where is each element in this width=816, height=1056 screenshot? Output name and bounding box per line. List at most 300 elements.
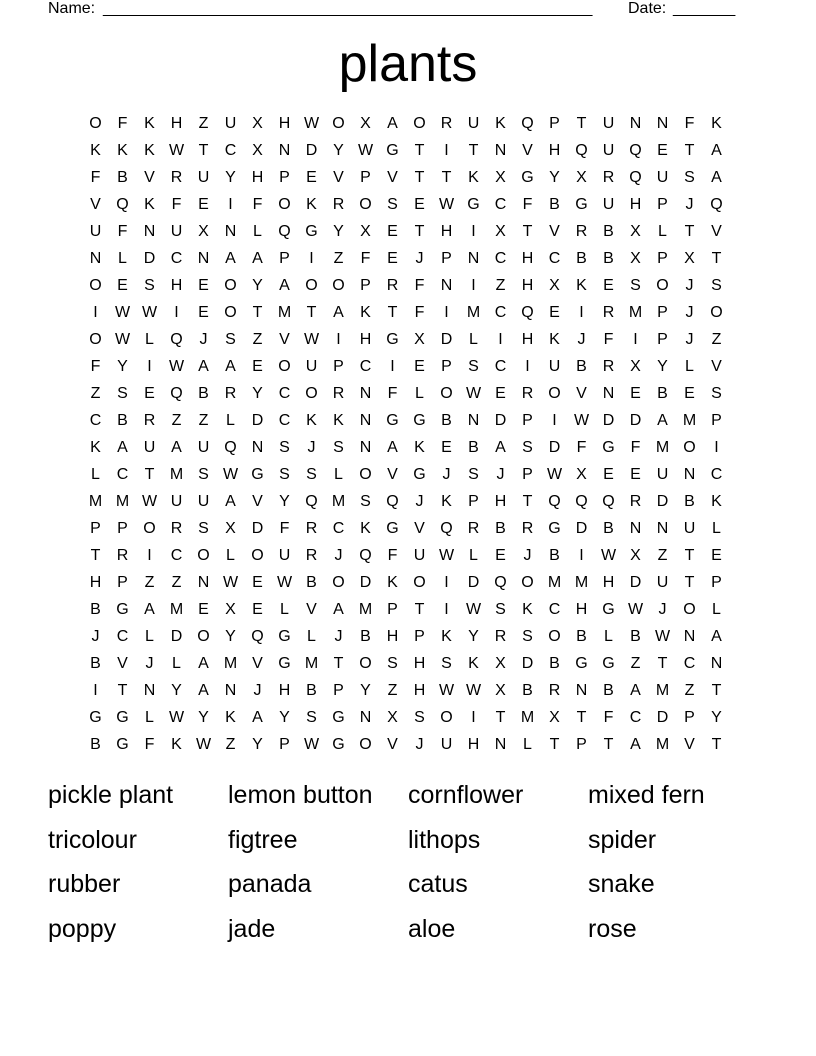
grid-letter[interactable]: S: [522, 439, 533, 456]
grid-letter[interactable]: E: [306, 169, 317, 186]
grid-letter[interactable]: A: [333, 304, 344, 321]
grid-letter[interactable]: K: [441, 628, 452, 645]
grid-letter[interactable]: V: [144, 169, 155, 186]
grid-letter[interactable]: O: [521, 574, 534, 591]
grid-letter[interactable]: H: [602, 574, 615, 591]
grid-letter[interactable]: G: [467, 196, 480, 213]
grid-letter[interactable]: N: [629, 520, 642, 537]
grid-letter[interactable]: L: [226, 412, 235, 429]
grid-letter[interactable]: W: [195, 736, 212, 753]
grid-letter[interactable]: B: [603, 223, 614, 240]
grid-letter[interactable]: O: [143, 520, 156, 537]
grid-letter[interactable]: Y: [252, 385, 263, 402]
grid-letter[interactable]: S: [360, 493, 371, 510]
grid-letter[interactable]: I: [714, 439, 719, 456]
grid-letter[interactable]: P: [549, 115, 560, 132]
grid-letter[interactable]: Z: [684, 682, 695, 699]
grid-letter[interactable]: V: [549, 223, 560, 240]
grid-letter[interactable]: T: [522, 223, 533, 240]
grid-letter[interactable]: E: [711, 547, 722, 564]
grid-letter[interactable]: J: [307, 439, 316, 456]
grid-letter[interactable]: V: [252, 493, 263, 510]
grid-letter[interactable]: P: [657, 250, 668, 267]
grid-letter[interactable]: D: [521, 655, 534, 672]
grid-letter[interactable]: T: [684, 142, 695, 159]
grid-letter[interactable]: F: [387, 385, 398, 402]
grid-letter[interactable]: B: [522, 682, 533, 699]
grid-letter[interactable]: U: [89, 223, 102, 240]
grid-letter[interactable]: X: [630, 358, 641, 375]
grid-letter[interactable]: Z: [495, 277, 506, 294]
grid-letter[interactable]: I: [147, 358, 152, 375]
grid-letter[interactable]: Q: [278, 223, 291, 240]
grid-letter[interactable]: T: [198, 142, 209, 159]
grid-letter[interactable]: N: [494, 142, 507, 159]
grid-letter[interactable]: B: [90, 736, 101, 753]
grid-letter[interactable]: E: [198, 304, 209, 321]
grid-letter[interactable]: E: [684, 385, 695, 402]
grid-letter[interactable]: E: [198, 277, 209, 294]
grid-letter[interactable]: C: [548, 601, 561, 618]
grid-letter[interactable]: R: [548, 682, 561, 699]
grid-letter[interactable]: Z: [171, 574, 182, 591]
grid-letter[interactable]: A: [198, 682, 209, 699]
grid-letter[interactable]: S: [198, 466, 209, 483]
grid-letter[interactable]: U: [170, 223, 183, 240]
grid-letter[interactable]: E: [603, 277, 614, 294]
grid-letter[interactable]: A: [198, 655, 209, 672]
grid-letter[interactable]: X: [630, 547, 641, 564]
grid-letter[interactable]: O: [683, 439, 696, 456]
grid-letter[interactable]: L: [604, 628, 613, 645]
grid-letter[interactable]: P: [117, 520, 128, 537]
grid-letter[interactable]: X: [225, 601, 236, 618]
grid-letter[interactable]: Y: [657, 358, 668, 375]
grid-letter[interactable]: H: [278, 115, 291, 132]
grid-letter[interactable]: U: [656, 466, 669, 483]
grid-letter[interactable]: F: [576, 439, 587, 456]
grid-letter[interactable]: I: [471, 709, 476, 726]
grid-letter[interactable]: C: [170, 250, 183, 267]
grid-letter[interactable]: Z: [198, 115, 209, 132]
grid-letter[interactable]: W: [465, 682, 482, 699]
grid-letter[interactable]: E: [387, 223, 398, 240]
grid-letter[interactable]: W: [303, 115, 320, 132]
grid-letter[interactable]: T: [711, 250, 722, 267]
grid-letter[interactable]: L: [145, 628, 154, 645]
grid-letter[interactable]: S: [711, 277, 722, 294]
grid-letter[interactable]: X: [252, 142, 263, 159]
grid-letter[interactable]: R: [332, 385, 345, 402]
grid-letter[interactable]: F: [144, 736, 155, 753]
grid-letter[interactable]: T: [576, 115, 587, 132]
grid-letter[interactable]: T: [414, 142, 425, 159]
grid-letter[interactable]: J: [334, 547, 343, 564]
grid-letter[interactable]: T: [711, 736, 722, 753]
grid-letter[interactable]: T: [684, 574, 695, 591]
grid-letter[interactable]: V: [90, 196, 101, 213]
grid-letter[interactable]: C: [494, 304, 507, 321]
grid-letter[interactable]: S: [306, 709, 317, 726]
grid-letter[interactable]: N: [224, 223, 237, 240]
grid-letter[interactable]: G: [575, 655, 588, 672]
grid-letter[interactable]: T: [414, 169, 425, 186]
grid-letter[interactable]: Y: [333, 142, 344, 159]
grid-letter[interactable]: C: [116, 628, 129, 645]
grid-letter[interactable]: K: [360, 520, 371, 537]
grid-letter[interactable]: G: [386, 142, 399, 159]
grid-letter[interactable]: A: [333, 601, 344, 618]
grid-letter[interactable]: W: [654, 628, 671, 645]
grid-letter[interactable]: N: [683, 466, 696, 483]
grid-letter[interactable]: E: [387, 250, 398, 267]
grid-letter[interactable]: H: [89, 574, 102, 591]
grid-letter[interactable]: V: [387, 169, 398, 186]
grid-letter[interactable]: D: [170, 628, 183, 645]
grid-letter[interactable]: H: [521, 277, 534, 294]
grid-letter[interactable]: L: [685, 358, 694, 375]
grid-letter[interactable]: U: [602, 115, 615, 132]
grid-letter[interactable]: D: [602, 412, 615, 429]
grid-letter[interactable]: K: [576, 277, 587, 294]
grid-letter[interactable]: G: [278, 655, 291, 672]
grid-letter[interactable]: P: [117, 574, 128, 591]
grid-letter[interactable]: B: [306, 682, 317, 699]
grid-letter[interactable]: D: [359, 574, 372, 591]
grid-letter[interactable]: R: [332, 196, 345, 213]
grid-letter[interactable]: I: [444, 601, 449, 618]
grid-letter[interactable]: R: [602, 358, 615, 375]
grid-letter[interactable]: B: [117, 169, 128, 186]
grid-letter[interactable]: A: [225, 250, 236, 267]
grid-letter[interactable]: W: [465, 601, 482, 618]
grid-letter[interactable]: N: [656, 520, 669, 537]
grid-letter[interactable]: G: [251, 466, 264, 483]
grid-letter[interactable]: C: [548, 250, 561, 267]
grid-letter[interactable]: J: [199, 331, 208, 348]
grid-letter[interactable]: E: [657, 142, 668, 159]
grid-letter[interactable]: Y: [333, 223, 344, 240]
grid-letter[interactable]: G: [602, 655, 615, 672]
grid-letter[interactable]: T: [576, 709, 587, 726]
grid-letter[interactable]: U: [197, 493, 210, 510]
grid-letter[interactable]: I: [228, 196, 233, 213]
grid-letter[interactable]: B: [360, 628, 371, 645]
grid-letter[interactable]: M: [655, 682, 670, 699]
grid-letter[interactable]: F: [90, 169, 101, 186]
grid-letter[interactable]: O: [332, 574, 345, 591]
grid-letter[interactable]: T: [684, 547, 695, 564]
grid-letter[interactable]: O: [683, 601, 696, 618]
grid-letter[interactable]: T: [306, 304, 317, 321]
grid-letter[interactable]: N: [440, 277, 453, 294]
grid-letter[interactable]: S: [279, 466, 290, 483]
grid-letter[interactable]: N: [197, 250, 210, 267]
grid-letter[interactable]: N: [467, 412, 480, 429]
grid-letter[interactable]: H: [521, 331, 534, 348]
grid-letter[interactable]: F: [360, 250, 371, 267]
grid-letter[interactable]: R: [224, 385, 237, 402]
grid-letter[interactable]: A: [252, 709, 263, 726]
grid-letter[interactable]: W: [438, 547, 455, 564]
grid-letter[interactable]: I: [552, 412, 557, 429]
grid-letter[interactable]: H: [359, 331, 372, 348]
grid-letter[interactable]: Y: [171, 682, 182, 699]
grid-letter[interactable]: N: [359, 439, 372, 456]
grid-letter[interactable]: M: [169, 601, 184, 618]
grid-letter[interactable]: Q: [359, 547, 372, 564]
grid-letter[interactable]: C: [89, 412, 102, 429]
grid-letter[interactable]: O: [332, 115, 345, 132]
grid-letter[interactable]: N: [224, 682, 237, 699]
grid-letter[interactable]: M: [331, 493, 346, 510]
grid-letter[interactable]: R: [629, 493, 642, 510]
grid-letter[interactable]: C: [494, 358, 507, 375]
grid-letter[interactable]: I: [444, 142, 449, 159]
grid-letter[interactable]: P: [333, 358, 344, 375]
grid-letter[interactable]: O: [359, 736, 372, 753]
grid-letter[interactable]: R: [494, 628, 507, 645]
grid-letter[interactable]: L: [253, 223, 262, 240]
grid-letter[interactable]: W: [114, 304, 131, 321]
grid-letter[interactable]: D: [656, 493, 669, 510]
grid-letter[interactable]: I: [309, 250, 314, 267]
grid-letter[interactable]: M: [655, 736, 670, 753]
grid-letter[interactable]: S: [117, 385, 128, 402]
grid-letter[interactable]: J: [253, 682, 262, 699]
grid-letter[interactable]: N: [143, 223, 156, 240]
grid-letter[interactable]: V: [522, 142, 533, 159]
grid-letter[interactable]: J: [334, 628, 343, 645]
grid-letter[interactable]: W: [114, 331, 131, 348]
grid-letter[interactable]: M: [628, 304, 643, 321]
grid-letter[interactable]: U: [602, 142, 615, 159]
grid-letter[interactable]: V: [117, 655, 128, 672]
grid-letter[interactable]: G: [386, 520, 399, 537]
grid-letter[interactable]: Y: [117, 358, 128, 375]
grid-letter[interactable]: L: [658, 223, 667, 240]
grid-letter[interactable]: U: [224, 115, 237, 132]
grid-letter[interactable]: N: [656, 115, 669, 132]
grid-letter[interactable]: I: [498, 331, 503, 348]
grid-letter[interactable]: A: [117, 439, 128, 456]
grid-letter[interactable]: K: [117, 142, 128, 159]
grid-letter[interactable]: L: [226, 547, 235, 564]
grid-letter[interactable]: E: [630, 385, 641, 402]
grid-letter[interactable]: B: [468, 439, 479, 456]
grid-letter[interactable]: S: [225, 331, 236, 348]
grid-letter[interactable]: O: [305, 385, 318, 402]
grid-letter[interactable]: Q: [386, 493, 399, 510]
grid-letter[interactable]: Q: [629, 169, 642, 186]
grid-letter[interactable]: R: [116, 547, 129, 564]
grid-letter[interactable]: I: [633, 331, 638, 348]
grid-letter[interactable]: M: [520, 709, 535, 726]
grid-letter[interactable]: B: [90, 655, 101, 672]
grid-letter[interactable]: P: [414, 628, 425, 645]
grid-letter[interactable]: Y: [279, 709, 290, 726]
grid-letter[interactable]: T: [603, 736, 614, 753]
grid-letter[interactable]: D: [467, 574, 480, 591]
grid-letter[interactable]: T: [252, 304, 263, 321]
grid-letter[interactable]: O: [305, 277, 318, 294]
grid-letter[interactable]: K: [441, 493, 452, 510]
grid-letter[interactable]: A: [495, 439, 506, 456]
grid-letter[interactable]: O: [359, 655, 372, 672]
grid-letter[interactable]: F: [117, 115, 128, 132]
grid-letter[interactable]: E: [252, 601, 263, 618]
grid-letter[interactable]: W: [438, 682, 455, 699]
grid-letter[interactable]: H: [251, 169, 264, 186]
grid-letter[interactable]: J: [685, 331, 694, 348]
grid-letter[interactable]: W: [141, 304, 158, 321]
grid-letter[interactable]: A: [711, 628, 722, 645]
grid-letter[interactable]: F: [522, 196, 533, 213]
grid-letter[interactable]: N: [251, 439, 264, 456]
grid-letter[interactable]: Z: [144, 574, 155, 591]
grid-letter[interactable]: K: [549, 331, 560, 348]
grid-letter[interactable]: E: [117, 277, 128, 294]
grid-letter[interactable]: E: [198, 601, 209, 618]
grid-letter[interactable]: P: [657, 196, 668, 213]
grid-letter[interactable]: N: [602, 385, 615, 402]
grid-letter[interactable]: Z: [711, 331, 722, 348]
grid-letter[interactable]: L: [469, 331, 478, 348]
grid-letter[interactable]: F: [171, 196, 182, 213]
grid-letter[interactable]: O: [656, 277, 669, 294]
grid-letter[interactable]: P: [360, 277, 371, 294]
grid-letter[interactable]: D: [305, 142, 318, 159]
grid-letter[interactable]: J: [658, 601, 667, 618]
grid-letter[interactable]: Y: [225, 169, 236, 186]
grid-letter[interactable]: B: [198, 385, 209, 402]
grid-letter[interactable]: M: [223, 655, 238, 672]
grid-letter[interactable]: H: [521, 250, 534, 267]
grid-letter[interactable]: X: [495, 682, 506, 699]
grid-letter[interactable]: A: [387, 439, 398, 456]
grid-letter[interactable]: X: [225, 520, 236, 537]
grid-letter[interactable]: N: [683, 628, 696, 645]
grid-letter[interactable]: A: [252, 250, 263, 267]
grid-letter[interactable]: U: [548, 358, 561, 375]
grid-letter[interactable]: X: [576, 169, 587, 186]
grid-letter[interactable]: Q: [251, 628, 264, 645]
grid-letter[interactable]: O: [251, 547, 264, 564]
grid-letter[interactable]: H: [413, 682, 426, 699]
grid-letter[interactable]: U: [440, 736, 453, 753]
grid-letter[interactable]: I: [471, 223, 476, 240]
grid-letter[interactable]: G: [116, 709, 129, 726]
grid-letter[interactable]: B: [603, 250, 614, 267]
grid-letter[interactable]: S: [333, 439, 344, 456]
grid-letter[interactable]: M: [115, 493, 130, 510]
grid-letter[interactable]: F: [603, 331, 614, 348]
grid-letter[interactable]: J: [685, 196, 694, 213]
grid-letter[interactable]: C: [494, 250, 507, 267]
grid-letter[interactable]: I: [147, 547, 152, 564]
grid-letter[interactable]: R: [143, 412, 156, 429]
grid-letter[interactable]: H: [440, 223, 453, 240]
grid-letter[interactable]: X: [630, 250, 641, 267]
grid-letter[interactable]: C: [683, 655, 696, 672]
grid-letter[interactable]: M: [682, 412, 697, 429]
grid-letter[interactable]: M: [547, 574, 562, 591]
grid-letter[interactable]: R: [305, 520, 318, 537]
grid-letter[interactable]: X: [630, 223, 641, 240]
grid-letter[interactable]: H: [413, 655, 426, 672]
grid-letter[interactable]: C: [170, 547, 183, 564]
grid-letter[interactable]: E: [252, 574, 263, 591]
grid-letter[interactable]: S: [684, 169, 695, 186]
grid-letter[interactable]: Q: [224, 439, 237, 456]
grid-letter[interactable]: A: [225, 493, 236, 510]
grid-letter[interactable]: P: [711, 412, 722, 429]
grid-letter[interactable]: A: [657, 412, 668, 429]
grid-letter[interactable]: U: [143, 439, 156, 456]
grid-letter[interactable]: O: [224, 304, 237, 321]
grid-letter[interactable]: Z: [171, 412, 182, 429]
grid-letter[interactable]: R: [440, 115, 453, 132]
grid-letter[interactable]: K: [387, 574, 398, 591]
grid-letter[interactable]: E: [495, 385, 506, 402]
grid-letter[interactable]: O: [89, 115, 102, 132]
grid-letter[interactable]: A: [279, 277, 290, 294]
grid-letter[interactable]: I: [93, 304, 98, 321]
grid-letter[interactable]: Y: [549, 169, 560, 186]
grid-letter[interactable]: A: [711, 142, 722, 159]
grid-letter[interactable]: G: [413, 466, 426, 483]
grid-letter[interactable]: T: [549, 736, 560, 753]
grid-letter[interactable]: J: [685, 277, 694, 294]
grid-letter[interactable]: I: [390, 358, 395, 375]
grid-letter[interactable]: B: [306, 574, 317, 591]
grid-letter[interactable]: Z: [630, 655, 641, 672]
grid-letter[interactable]: O: [359, 466, 372, 483]
grid-letter[interactable]: F: [414, 277, 425, 294]
grid-letter[interactable]: L: [712, 520, 721, 537]
grid-letter[interactable]: L: [91, 466, 100, 483]
grid-letter[interactable]: T: [117, 682, 128, 699]
grid-letter[interactable]: B: [549, 547, 560, 564]
grid-letter[interactable]: Q: [629, 142, 642, 159]
grid-letter[interactable]: O: [710, 304, 723, 321]
grid-letter[interactable]: C: [710, 466, 723, 483]
grid-letter[interactable]: L: [145, 709, 154, 726]
grid-letter[interactable]: D: [548, 439, 561, 456]
grid-letter[interactable]: W: [357, 142, 374, 159]
grid-letter[interactable]: G: [575, 196, 588, 213]
grid-letter[interactable]: T: [468, 142, 479, 159]
grid-letter[interactable]: W: [465, 385, 482, 402]
grid-letter[interactable]: P: [279, 169, 290, 186]
grid-letter[interactable]: U: [683, 520, 696, 537]
grid-letter[interactable]: L: [307, 628, 316, 645]
grid-letter[interactable]: J: [415, 493, 424, 510]
grid-letter[interactable]: D: [656, 709, 669, 726]
grid-letter[interactable]: E: [441, 439, 452, 456]
grid-letter[interactable]: T: [657, 655, 668, 672]
grid-letter[interactable]: W: [276, 574, 293, 591]
grid-letter[interactable]: D: [440, 331, 453, 348]
grid-letter[interactable]: C: [116, 466, 129, 483]
grid-letter[interactable]: O: [278, 196, 291, 213]
grid-letter[interactable]: I: [93, 682, 98, 699]
grid-letter[interactable]: F: [603, 709, 614, 726]
grid-letter[interactable]: I: [579, 304, 584, 321]
grid-letter[interactable]: F: [117, 223, 128, 240]
grid-letter[interactable]: I: [579, 547, 584, 564]
grid-letter[interactable]: X: [198, 223, 209, 240]
